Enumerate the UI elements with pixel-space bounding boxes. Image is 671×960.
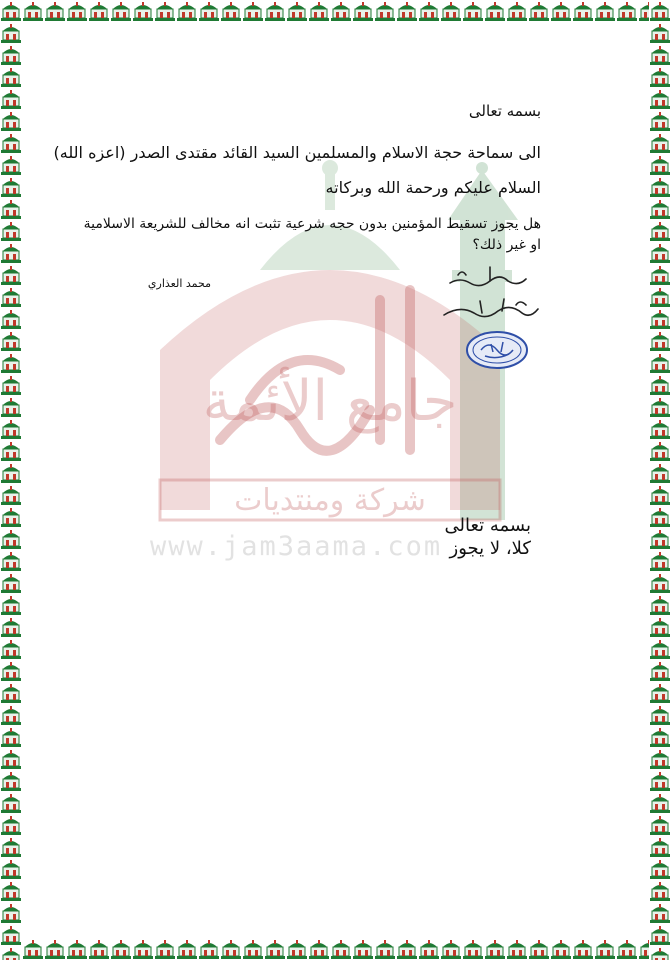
reply-answer: كلا، لا يجوز [449,538,531,559]
watermark-subtitle: شركة ومنتديات [234,483,426,518]
decorative-border-left [0,0,22,960]
decorative-border-right [649,0,671,960]
letter-address: الى سماحة حجة الاسلام والمسلمين السيد القائد مقتدى الصدر (اعزه الله) [53,143,541,162]
decorative-border-top [0,0,671,22]
decorative-border-bottom [0,938,671,960]
asker-name: محمد العذاري [147,277,211,290]
watermark-calligraphy: جامع الأئمة [202,369,458,434]
letter-greeting: السلام عليكم ورحمة الله وبركاته [325,178,541,197]
question-line-1: هل يجوز تسقيط المؤمنين بدون حجه شرعية تثبت انه مخالف للشريعة الاسلامية [83,216,541,232]
official-seal [465,330,529,370]
question-line-2: او غير ذلك؟ [472,237,541,253]
reply-basmala: بسمه تعالى [444,515,531,536]
watermark-url: www.jam3aama.com [150,531,443,562]
letter-basmala: بسمه تعالى [468,102,541,120]
handwritten-signature [430,255,550,335]
